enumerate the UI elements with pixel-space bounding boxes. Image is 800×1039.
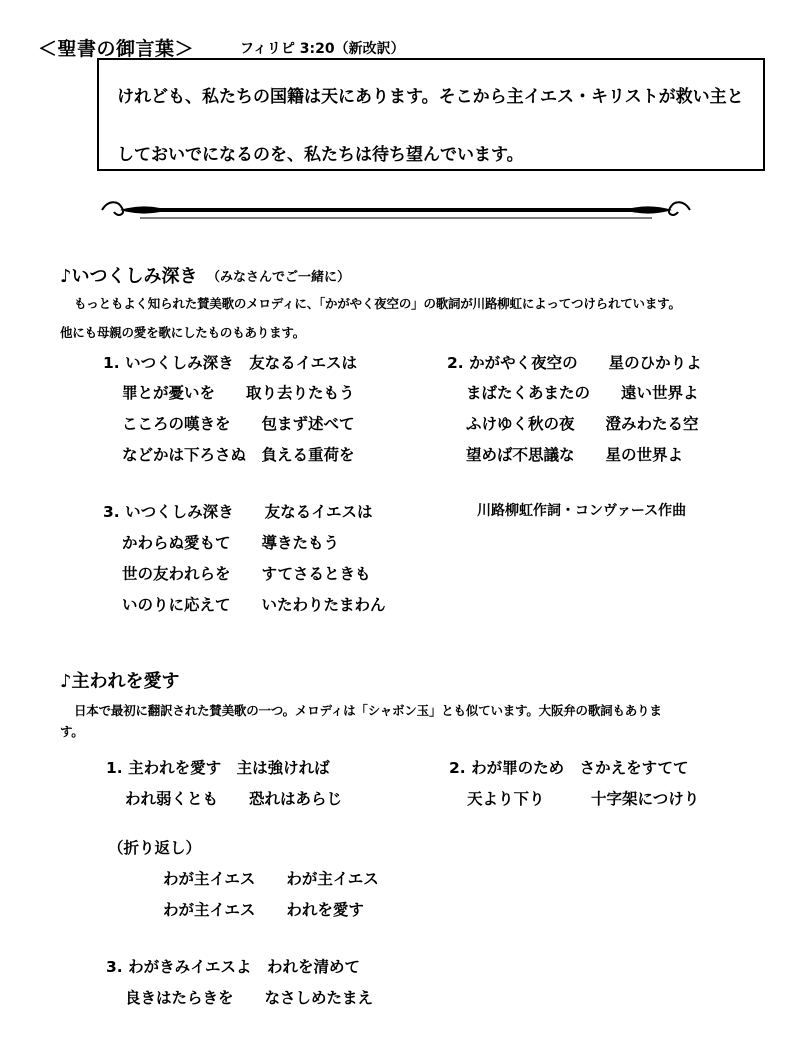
scripture-heading: ＜聖書の御言葉＞: [38, 38, 195, 60]
lyric-line: 2. かがやく夜空の 星のひかりよ: [447, 354, 702, 372]
lyric-line: 2. わが罪のため さかえをすてて: [449, 759, 689, 777]
lyric-line: 3. いつくしみ深き 友なるイエスは: [103, 503, 373, 521]
lyric-line: 罪とが憂いを 取り去りたもう: [122, 384, 355, 402]
scripture-reference: フィリピ 3:20（新改訳）: [240, 41, 405, 57]
verse-box: [97, 58, 765, 171]
song-credit: 川路柳虹作詞・コンヴァース作曲: [477, 503, 687, 519]
lyric-line: 1. いつくしみ深き 友なるイエスは: [103, 354, 357, 372]
song-intro-line-2: 他にも母親の愛を歌にしたものもあります。: [60, 325, 306, 340]
verse-line-2: しておいでになるのを、私たちは待ち望んでいます。: [117, 145, 524, 165]
lyric-line: 望めば不思議な 星の世界よ: [466, 446, 684, 464]
lyric-line: 天より下り 十字架につけり: [467, 790, 700, 808]
refrain-label: （折り返し）: [108, 839, 202, 857]
lyric-line: わが主イエス われを愛す: [163, 901, 364, 919]
verse-line-1: けれども、私たちの国籍は天にあります。そこから主イエス・キリストが救い主と: [117, 87, 744, 107]
lyric-line: いのりに応えて いたわりたまわん: [122, 596, 386, 614]
lyric-line: ふけゆく秋の夜 澄みわたる空: [466, 415, 699, 433]
song-intro-line-1: もっともよく知られた賛美歌のメロディに、「かがやく夜空の」の歌詞が川路柳虹によってつけられています。: [74, 296, 681, 311]
song-title: ♪主われを愛す: [60, 671, 180, 692]
lyric-line: 3. わがきみイエスよ われを清めて: [106, 958, 360, 976]
lyric-line: 良きはたらきを なさしめたまえ: [125, 989, 374, 1007]
song-intro-line-2: す。: [60, 724, 84, 739]
ornamental-divider: [100, 196, 692, 224]
song-intro-line-1: 日本で最初に翻訳された賛美歌の一つ。メロディは「シャボン玉」とも似ています。大阪弁の歌詞もありま: [74, 703, 662, 718]
lyric-line: 1. 主われを愛す 主は強ければ: [106, 759, 330, 777]
lyric-line: かわらぬ愛もて 導きたもう: [122, 534, 340, 552]
lyric-line: 世の友われらを すてさるときも: [122, 565, 371, 583]
lyric-line: わが主イエス わが主イエス: [163, 870, 379, 888]
lyric-line: まばたくあまたの 遠い世界よ: [466, 384, 699, 402]
lyric-line: われ弱くとも 恐れはあらじ: [125, 790, 343, 808]
song-subtitle: （みなさんでご一緒に）: [207, 270, 351, 285]
lyric-line: などかは下ろさぬ 負える重荷を: [122, 446, 355, 464]
song-title: ♪いつくしみ深き: [60, 266, 198, 287]
lyric-line: こころの嘆きを 包まず述べて: [122, 415, 355, 433]
